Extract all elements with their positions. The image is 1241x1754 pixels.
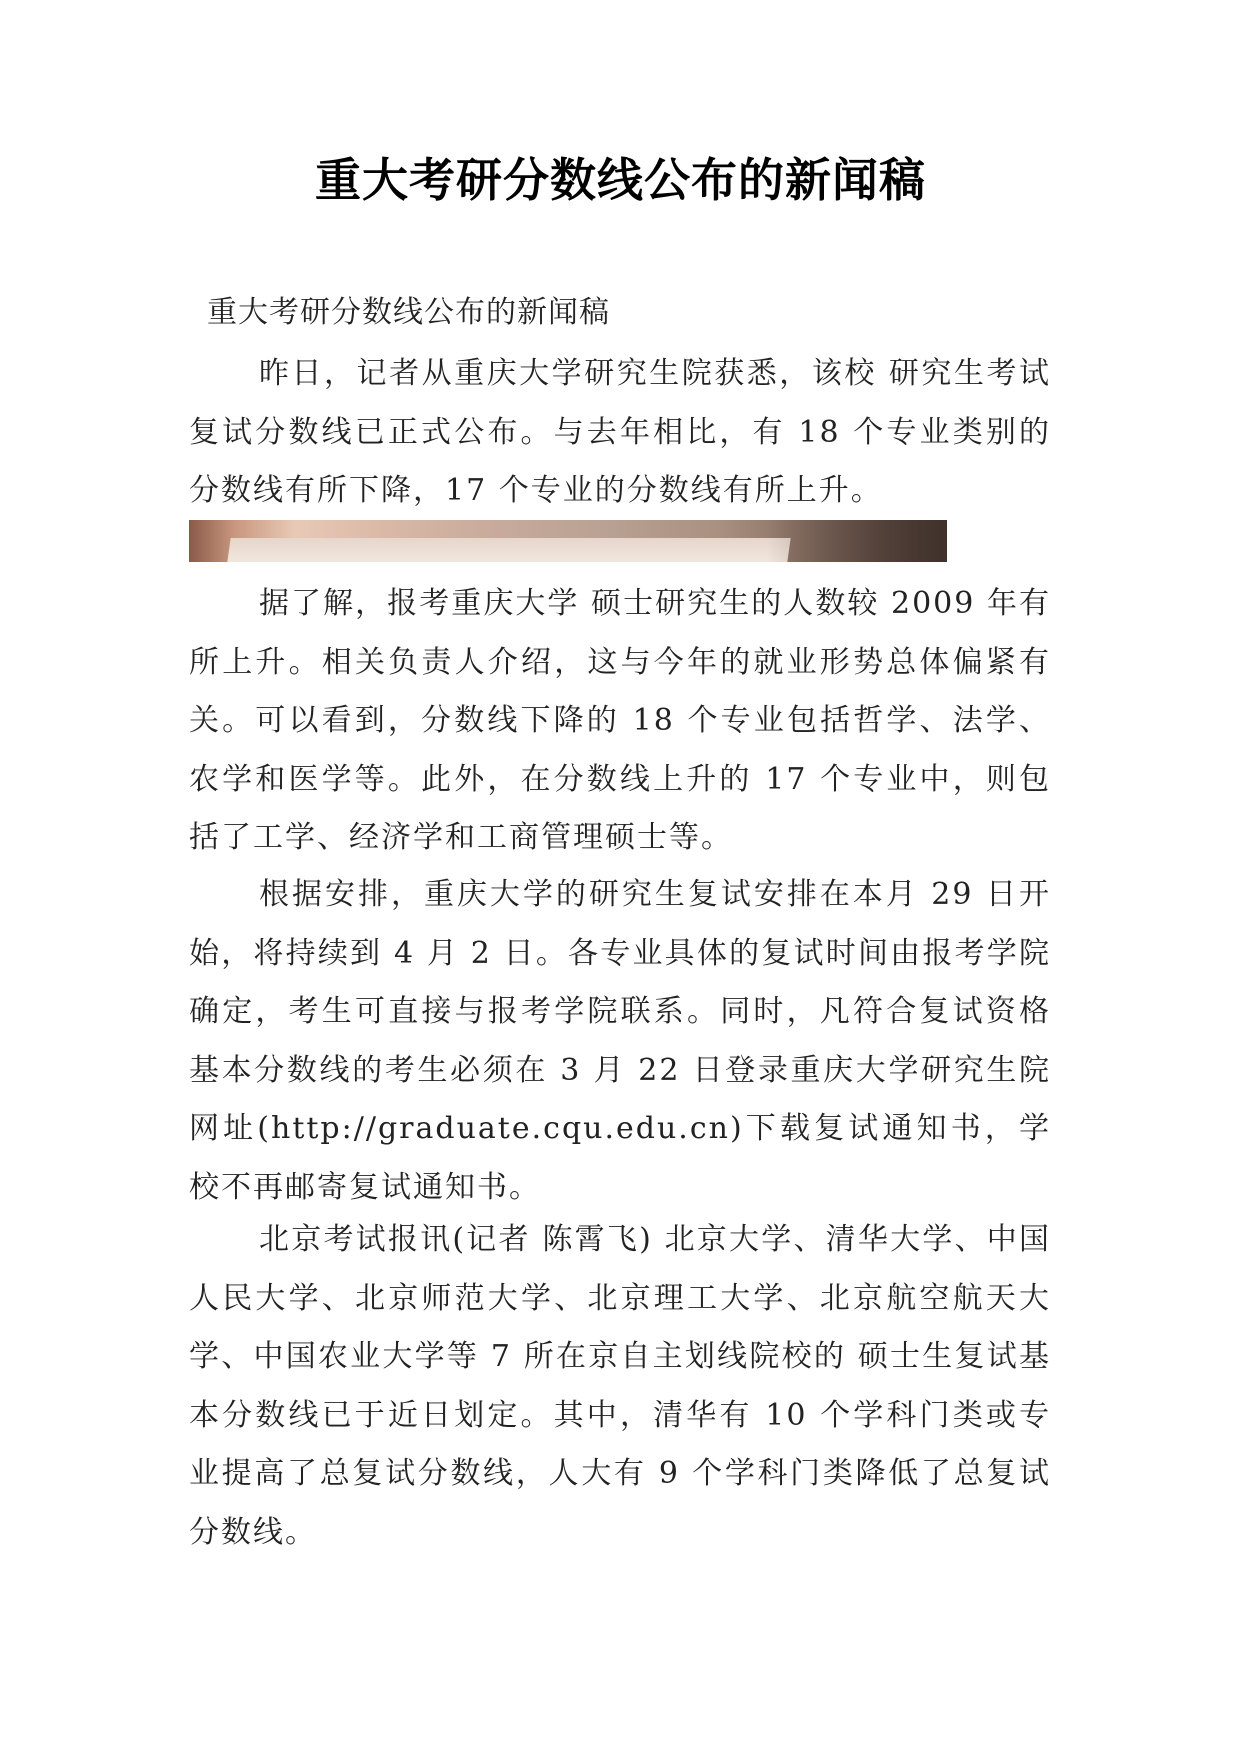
page-title: 重大考研分数线公布的新闻稿 <box>315 153 926 207</box>
paragraph-1: 昨日，记者从重庆大学研究生院获悉，该校 研究生考试复试分数线已正式公布。与去年相比，有 18 个专业类别的分数线有所下降，17 个专业的分数线有所上升。 <box>189 356 1051 508</box>
cropped-photo <box>189 520 947 562</box>
photo-shadow-area <box>767 520 947 562</box>
paragraph-2: 据了解，报考重庆大学 硕士研究生的人数较 2009 年有所上升。相关负责人介绍，这与今年的就业形势总体偏紧有关。可以看到，分数线下降的 18 个专业包括哲学、法学、农学和医学等。此外，在分数线上升的 17 个专业中，则包括了工学、经济学和工商管理硕士等。 <box>189 586 1051 855</box>
paragraph-3: 根据安排，重庆大学的研究生复试安排在本月 29 日开始，将持续到 4 月 2 日。各专业具体的复试时间由报考学院确定，考生可直接与报考学院联系。同时，凡符合复试资格基本分数线的考生必须在 3 月 22 日登录重庆大学研究生院网址(http://graduate.cqu.edu.cn)下载复试通知书，学校不再邮寄复试通知书。 <box>189 877 1051 1205</box>
photo-paper-area <box>227 538 790 562</box>
paragraph-4: 北京考试报讯(记者 陈霄飞) 北京大学、清华大学、中国人民大学、北京师范大学、北京理工大学、北京航空航天大学、中国农业大学等 7 所在京自主划线院校的 硕士生复试基本分数线已于近日划定。其中，清华有 10 个学科门类或专业提高了总复试分数线，人大有 9 个学科门类降低了总复试分数线。 <box>189 1222 1051 1550</box>
document-subtitle: 重大考研分数线公布的新闻稿 <box>207 295 610 330</box>
